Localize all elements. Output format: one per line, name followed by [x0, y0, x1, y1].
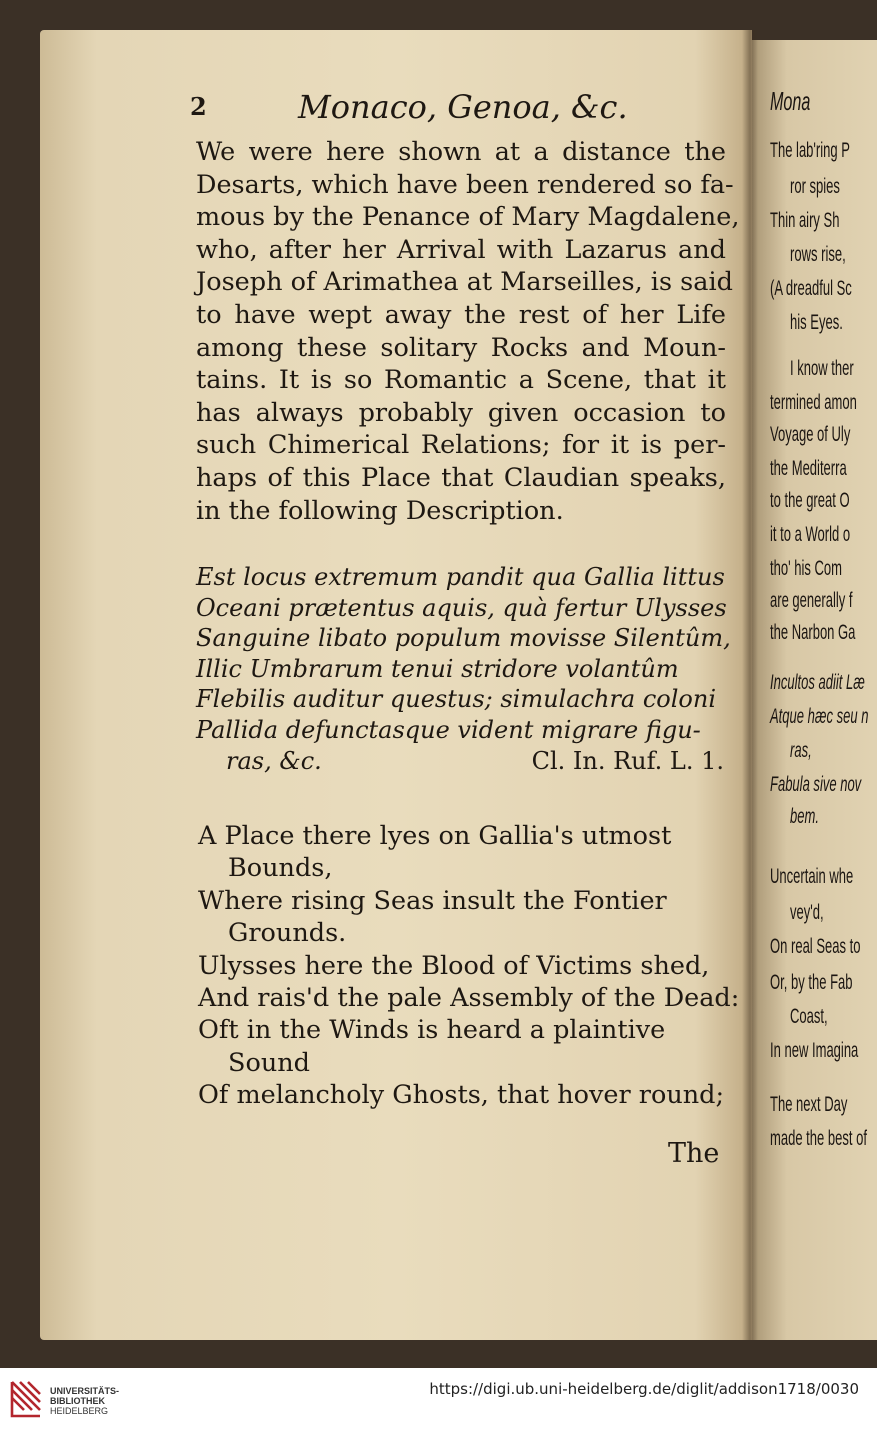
- verse-line: And rais'd the pale Assembly of the Dead:: [198, 983, 740, 1014]
- running-head: Monaco, Genoa, &c.: [298, 88, 628, 126]
- prose-line: in the following Description.: [196, 495, 564, 526]
- library-name: [50, 1386, 119, 1416]
- right-page-line: bem.: [790, 805, 819, 828]
- right-page-line: vey'd,: [790, 901, 824, 924]
- right-page-line: (A dreadful Sc: [770, 277, 852, 300]
- prose-line: to have wept away the rest of her Life: [196, 299, 726, 330]
- right-page-line: it to a World o: [770, 523, 851, 546]
- verse-line: A Place there lyes on Gallia's utmost: [198, 821, 672, 851]
- prose-block: [196, 136, 740, 527]
- right-page-line: the Mediterra: [770, 457, 847, 480]
- right-page-line: made the best of: [770, 1127, 867, 1150]
- right-page-line: In new Imagina: [770, 1039, 859, 1062]
- right-page-line: Atque hæc seu n: [770, 705, 869, 728]
- right-page-line: Thin airy Sh: [770, 209, 840, 232]
- library-logo-icon: [10, 1380, 42, 1418]
- viewer-footer: [0, 1368, 877, 1433]
- latin-quotation: [196, 562, 731, 776]
- library-name-line: HEIDELBERG: [50, 1406, 109, 1416]
- right-page-line: Or, by the Fab: [770, 971, 853, 994]
- right-page-line: to the great O: [770, 489, 850, 512]
- latin-citation: Cl. In. Ruf. L. 1.: [531, 746, 724, 775]
- right-page-line: his Eyes.: [790, 311, 843, 334]
- verse-line: Oft in the Winds is heard a plaintive: [198, 1015, 666, 1046]
- latin-line: Illic Umbrarum tenui stridore volantûm: [196, 654, 679, 683]
- right-page-line: the Narbon Ga: [770, 621, 856, 644]
- latin-line: ras, &c.: [226, 746, 322, 775]
- right-page-line: Mona: [770, 86, 811, 116]
- verse-line: Of melancholy Ghosts, that hover round;: [198, 1080, 725, 1111]
- right-page-line: Fabula sive nov: [770, 773, 862, 796]
- permalink-url[interactable]: https://digi.ub.uni-heidelberg.de/diglit/addison1718/0030: [429, 1380, 859, 1398]
- right-page-line: termined amon: [770, 391, 857, 414]
- latin-citation-row: [196, 746, 724, 777]
- prose-line: Desarts, which have been rendered so fa-: [196, 169, 734, 200]
- right-page-line: Voyage of Uly: [770, 423, 851, 446]
- latin-line: Est locus extremum pandit qua Gallia littus: [196, 563, 725, 591]
- right-page-line: I know ther: [790, 357, 854, 380]
- right-page-line: The lab'ring P: [770, 139, 850, 162]
- verse-line: Ulysses here the Blood of Victims shed,: [198, 950, 710, 981]
- right-page-line: Uncertain whe: [770, 865, 854, 888]
- right-page-line: tho' his Com: [770, 557, 842, 580]
- verse-line: Bounds,: [228, 853, 333, 884]
- library-name-line: BIBLIOTHEK: [50, 1396, 105, 1406]
- latin-line: Oceani prætentus aquis, quà fertur Ulysses: [196, 593, 727, 622]
- library-name-line: UNIVERSITÄTS-: [50, 1386, 120, 1396]
- right-page-line: are generally f: [770, 589, 853, 612]
- prose-line: such Chimerical Relations; for it is per-: [196, 430, 726, 461]
- verse-line: Where rising Seas insult the Fontier: [198, 885, 667, 916]
- right-page-line: Coast,: [790, 1005, 828, 1028]
- prose-line: has always probably given occasion to: [196, 397, 726, 428]
- gutter-shadow: [742, 30, 758, 1340]
- verse-translation: [198, 820, 740, 1112]
- prose-line: among these solitary Rocks and Moun-: [196, 332, 726, 363]
- catchword: The: [668, 1138, 720, 1169]
- latin-line: Flebilis auditur questus; simulachra coloni: [196, 685, 716, 714]
- verse-line: Grounds.: [228, 918, 347, 949]
- right-page-line: ras,: [790, 739, 812, 762]
- latin-line: Pallida defunctasque vident migrare figu-: [196, 715, 701, 744]
- prose-line: Joseph of Arimathea at Marseilles, is said: [196, 267, 733, 298]
- right-page-line: rows rise,: [790, 243, 846, 266]
- prose-line: mous by the Penance of Mary Magdalene,: [196, 202, 740, 233]
- latin-line: Sanguine libato populum movisse Silentûm,: [196, 624, 731, 653]
- page-number: 2: [190, 92, 207, 121]
- prose-line: haps of this Place that Claudian speaks,: [196, 462, 726, 493]
- right-page-line: ror spies: [790, 175, 840, 198]
- right-page-line: On real Seas to: [770, 935, 861, 958]
- right-page-line: The next Day: [770, 1093, 848, 1116]
- prose-line: tains. It is so Romantic a Scene, that it: [196, 365, 726, 396]
- right-page-line: Incultos adiit Læ: [770, 671, 865, 694]
- prose-line: We were here shown at a distance the: [196, 137, 726, 167]
- verse-line: Sound: [228, 1047, 310, 1078]
- prose-line: who, after her Arrival with Lazarus and: [196, 234, 726, 265]
